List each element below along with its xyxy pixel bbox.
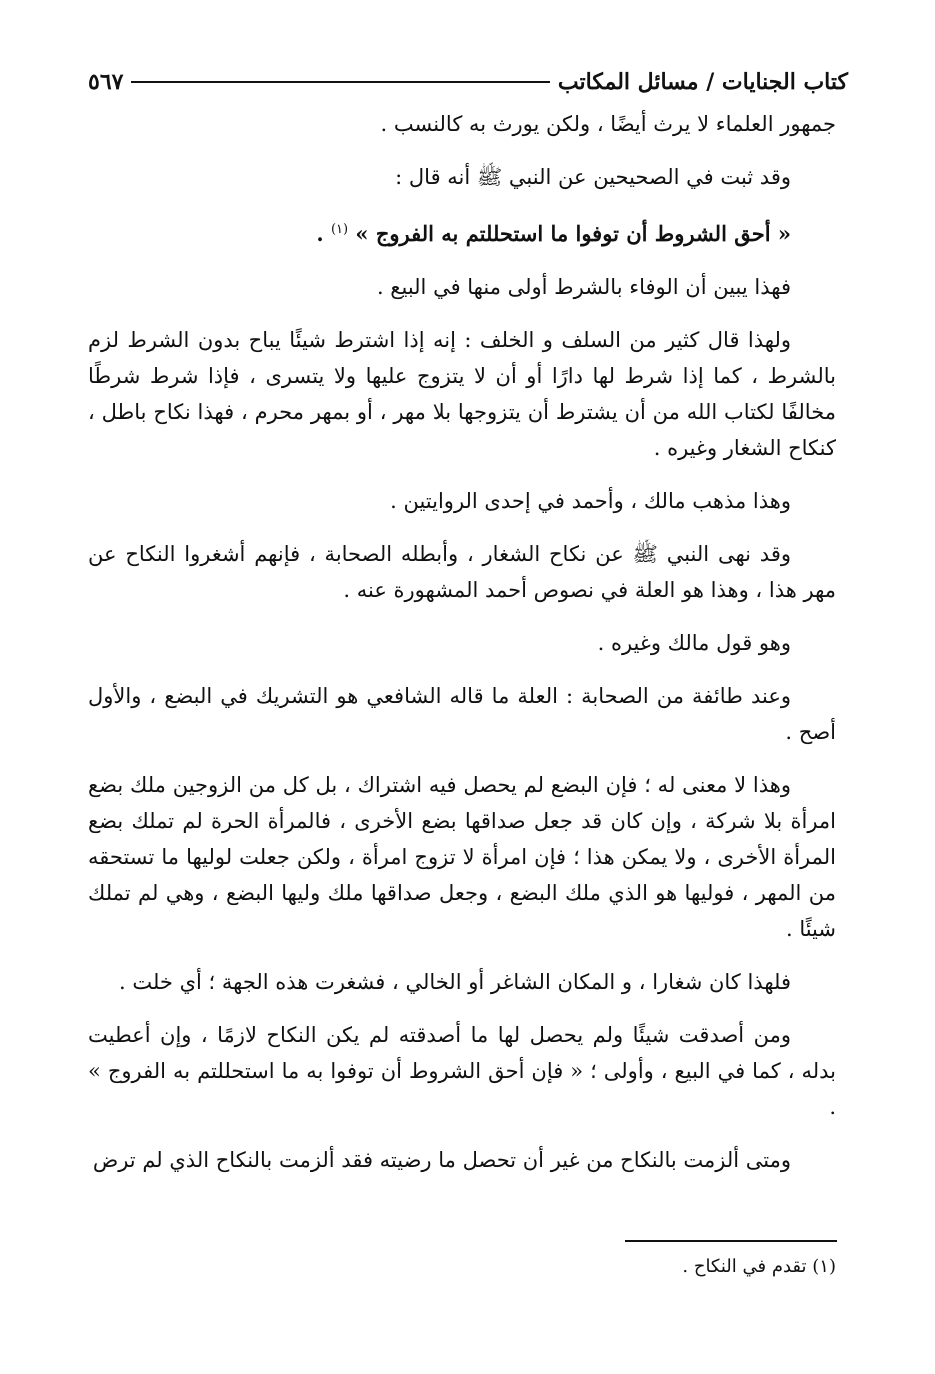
paragraph-12: ومن أصدقت شيئًا ولم يحصل لها ما أصدقته لم يكن النكاح لازمًا ، وإن أعطيت بدله ، كما في البيع ، وأولى ؛ « فإن أحق الشروط أن توفوا به ما استحللتم به الفروج » . — [88, 1023, 836, 1119]
paragraph-10: وهذا لا معنى له ؛ فإن البضع لم يحصل فيه اشتراك ، بل كل من الزوجين ملك بضع امرأة بلا شركة ، وإن كان قد جعل صداقها بضع الأخرى ، فالمرأة الحرة لم تملك بضع المرأة الأخرى ، ولا يمكن هذا ؛ فإن امرأة لا تزوج امرأة ، ولكن جعلت لوليها ما تستحقه من المهر ، فوليها هو الذي ملك البضع ، وجعل صداقها ملك وليها البضع ، وهي لم تملك شيئًا . — [88, 773, 836, 941]
running-title: كتاب الجنايات / مسائل المكاتب — [557, 69, 848, 95]
body-text — [88, 106, 836, 1178]
hadith-tail: . — [316, 221, 331, 246]
paragraph-4: فهذا يبين أن الوفاء بالشرط أولى منها في البيع . — [376, 275, 791, 299]
footnote-rule — [625, 1240, 837, 1242]
paragraph-6: وهذا مذهب مالك ، وأحمد في إحدى الروايتين . — [390, 489, 791, 513]
footnote: (١) تقدم في النكاح . — [682, 1256, 836, 1277]
paragraph-8: وهو قول مالك وغيره . — [597, 631, 791, 655]
header-rule — [131, 81, 549, 83]
hadith-quote — [88, 212, 836, 252]
paragraph-5: ولهذا قال كثير من السلف و الخلف : إنه إذا اشترط شيئًا يباح بدون الشرط لزم بالشرط ، كما إذا شرط لها دارًا أو أن لا يتزوج عليها ولا يتسرى ، فإذا شرط شرطًا مخالفًا لكتاب الله من أن يشترط أن يتزوجها بلا مهر ، أو بمهر محرم ، فهذا نكاح باطل ، كنكاح الشغار وغيره . — [88, 328, 836, 460]
paragraph-7: وقد نهى النبي ﷺ عن نكاح الشغار ، وأبطله الصحابة ، فإنهم أشغروا النكاح عن مهر هذا ، وهذا هو العلة في نصوص أحمد المشهورة عنه . — [88, 542, 836, 602]
footnote-reference[interactable]: (١) — [330, 222, 349, 237]
page-number: ٥٦٧ — [88, 69, 124, 95]
hadith-text: « أحق الشروط أن توفوا ما استحللتم به الفروج » — [355, 221, 791, 246]
paragraph-9: وعند طائفة من الصحابة : العلة ما قاله الشافعي هو التشريك في البضع ، والأول أصح . — [88, 684, 836, 744]
paragraph-13: ومتى ألزمت بالنكاح من غير أن تحصل ما رضيته فقد ألزمت بالنكاح الذي لم ترض — [92, 1148, 791, 1172]
paragraph-2: وقد ثبت في الصحيحين عن النبي ﷺ أنه قال : — [395, 165, 791, 189]
paragraph-11: فلهذا كان شغارا ، و المكان الشاغر أو الخالي ، فشغرت هذه الجهة ؛ أي خلت . — [119, 970, 791, 994]
page-header — [88, 60, 848, 104]
paragraph-1: جمهور العلماء لا يرث أيضًا ، ولكن يورث به كالنسب . — [380, 112, 836, 136]
